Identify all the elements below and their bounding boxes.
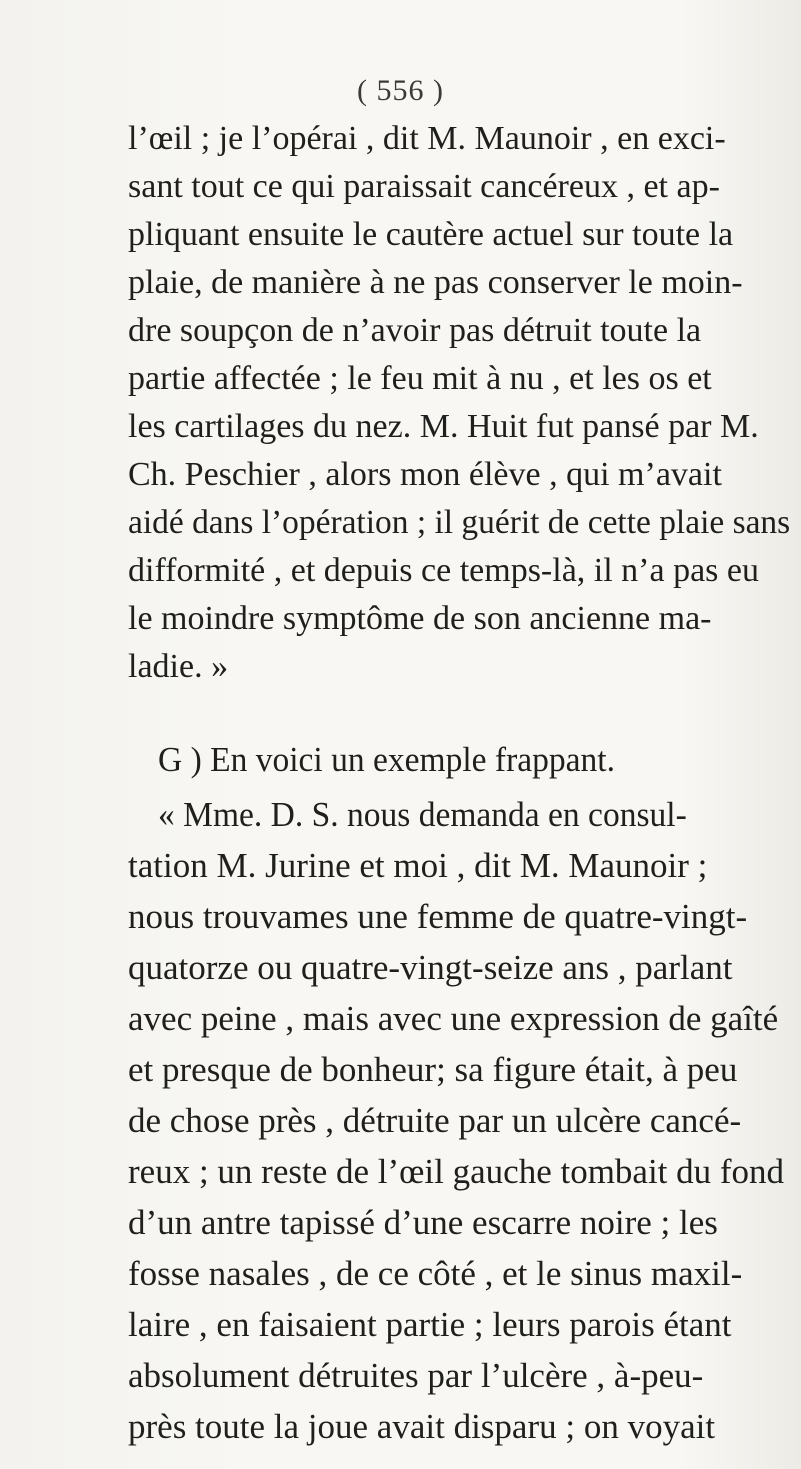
text-line: ladie. » [128, 648, 229, 685]
section-heading: G ) En voici un exemple frappant. [158, 740, 615, 779]
text-line: avec peine , mais avec une expression de gaîté [128, 999, 779, 1038]
text-line: les cartilages du nez. M. Huit fut pansé par M. [128, 408, 759, 445]
text-line: reux ; un reste de l’œil gauche tombait du fond [128, 1152, 785, 1191]
text-line: « Mme. D. S. nous demanda en consul- [158, 795, 687, 834]
text-line: le moindre symptôme de son ancienne ma- [128, 600, 712, 637]
text-line: plaie, de manière à ne pas conserver le moin- [128, 264, 743, 301]
text-line: l’œil ; je l’opérai , dit M. Maunoir , en exci- [128, 120, 726, 157]
text-line: et presque de bonheur; sa figure était, à peu [128, 1050, 738, 1089]
text-line: sant tout ce qui paraissait cancéreux , et ap- [128, 168, 720, 205]
text-line: laire , en faisaient partie ; leurs parois étant [128, 1305, 732, 1344]
text-line: pliquant ensuite le cautère actuel sur toute la [128, 216, 734, 253]
text-line: de chose près , détruite par un ulcère cancé- [128, 1101, 742, 1140]
text-line: Ch. Peschier , alors mon élève , qui m’avait [128, 456, 722, 493]
text-line: fosse nasales , de ce côté , et le sinus maxil- [128, 1254, 743, 1293]
page-number: ( 556 ) [357, 74, 444, 107]
text-line: nous trouvames une femme de quatre-vingt- [128, 897, 748, 936]
text-line: dre soupçon de n’avoir pas détruit toute la [128, 312, 702, 349]
text-line: absolument détruites par l’ulcère , à-peu- [128, 1356, 704, 1395]
text-line: tation M. Jurine et moi , dit M. Maunoir ; [128, 846, 708, 885]
text-line: quatorze ou quatre-vingt-seize ans , parlant [128, 948, 733, 987]
text-line: difformité , et depuis ce temps-là, il n’a pas eu [128, 552, 760, 589]
text-line: partie affectée ; le feu mit à nu , et les os et [128, 360, 712, 397]
text-line: près toute la joue avait disparu ; on voyait [128, 1407, 716, 1446]
text-line: aidé dans l’opération ; il guérit de cette plaie sans [128, 504, 791, 541]
text-line: d’un antre tapissé d’une escarre noire ; les [128, 1203, 718, 1242]
